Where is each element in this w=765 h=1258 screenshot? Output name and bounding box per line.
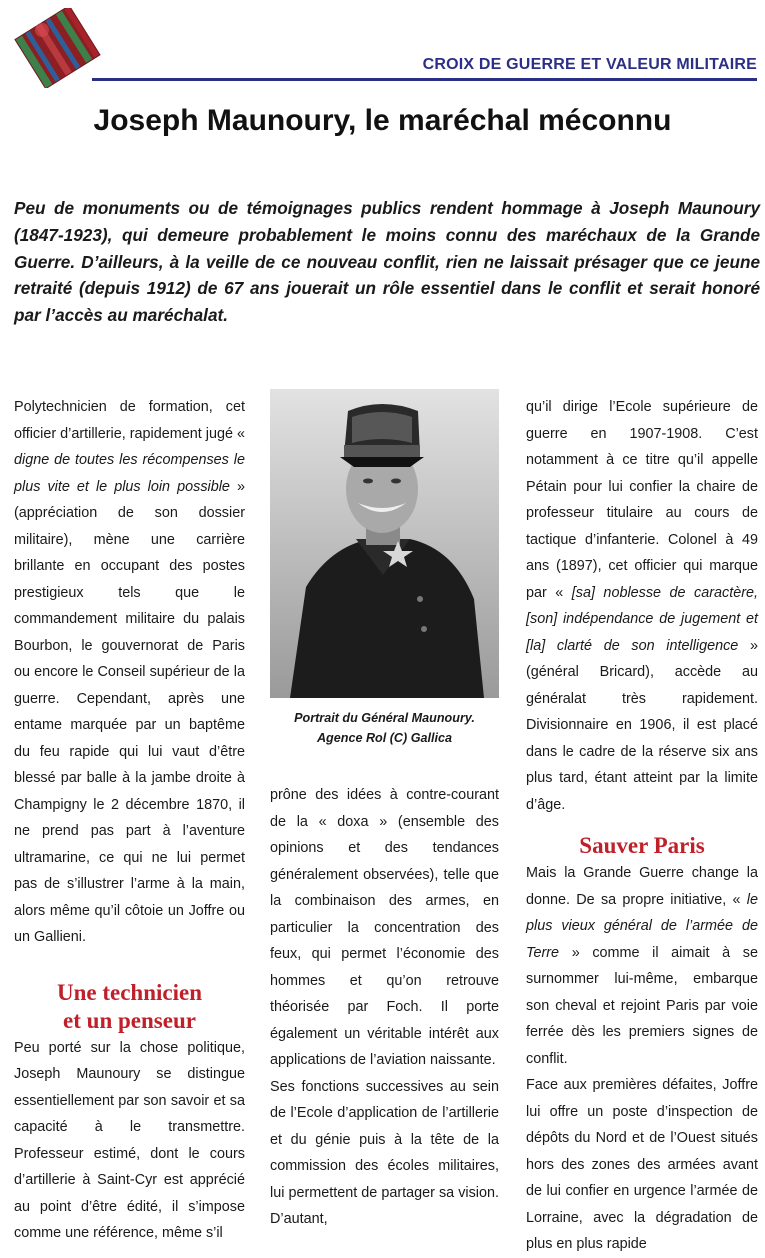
subheading-technicien: Une technicien et un penseur <box>56 979 202 1033</box>
article-title: Joseph Maunoury, le maréchal méconnu <box>93 104 672 137</box>
column-1 <box>14 394 245 1247</box>
col1-paragraph-2: Peu porté sur la chose politique, Joseph Maunoury se distingue essentiellement par son savoir et sa capacité à le transmettre. Professeur estimé, dont le cours d’artillerie à Saint-Cyr est apprécié au point d’être édité, il s’impose comme une référence, même s’il <box>14 1039 245 1241</box>
medal-ribbon-icon <box>12 8 104 88</box>
column-2 <box>270 782 499 1233</box>
col2-paragraph-2: Ses fonctions successives au sein de l’Ecole d’application de l’artillerie et du génie puis à la tête de la commission des écoles militaires, lui permettent de partager sa vision. D’autant, <box>270 1078 499 1227</box>
caption-line-2: Agence Rol (C) Gallica <box>316 731 453 745</box>
section-label: CROIX DE GUERRE ET VALEUR MILITAIRE <box>422 56 757 73</box>
column-3 <box>526 394 758 1258</box>
quote: le plus vieux général de l’armée de Terre <box>526 891 758 961</box>
subheading-sauver-paris: Sauver Paris <box>579 833 705 858</box>
caption-line-1: Portrait du Général Maunoury. <box>294 711 475 725</box>
photo-caption <box>270 708 499 748</box>
header-rule <box>92 78 757 81</box>
col3-paragraph-1: qu’il dirige l’Ecole supérieure de guerre en 1907-1908. C’est notamment à ce titre qu’il appelle Pétain pour lui confier la chaire de professeur titulaire au cours de tactique d’infanterie. Colonel à 49 ans (1897), cet officier qui marque par « [sa] noblesse de caractère, [son] indépendance de jugement et [la] clarté de son intelligence » (général Bricard), accède au généralat très rapidement. Divisionnaire en 1906, il est placé dans le cadre de la réserve six ans plus tard, étant atteint par la limite d’âge. <box>526 399 758 813</box>
quote: [sa] noblesse de caractère, [son] indépendance de jugement et [la] clarté de son intelligence <box>526 584 758 654</box>
lead-paragraph: Peu de monuments ou de témoignages publics rendent hommage à Joseph Maunoury (1847-1923), qui demeure probablement le moins connu des maréchaux de la Grande Guerre. D’ailleurs, à la veille de ce nouveau conflit, rien ne laissait présager que ce jeune retraité (depuis 1912) de 67 ans jouerait un rôle essentiel dans le conflit et serait honoré par l’accès au maréchalat. <box>14 198 760 326</box>
quote: digne de toutes les récompenses le plus vite et le plus loin possible <box>14 452 245 495</box>
portrait-photo <box>270 389 499 698</box>
col2-paragraph-1: prône des idées à contre-courant de la « doxa » (ensemble des opinions et des tendances généralement observées), telle que la combinaison des armes, en particulier la concentration des feux, qui permet l’économie des hommes et qu’on retrouve théorisée par Foch. Il porte également un véritable intérêt aux applications de l’aviation naissante. <box>270 787 499 1068</box>
col3-paragraph-2: Mais la Grande Guerre change la donne. De sa propre initiative, « le plus vieux général de l’armée de Terre » comme il aimait à se surnommer lui-même, embarque son cheval et rejoint Paris par voie ferrée dès les premiers signes de conflit. <box>526 865 758 1067</box>
col3-paragraph-3: Face aux premières défaites, Joffre lui offre un poste d’inspection de dépôts du Nord et de l’Ouest situés hors des zones des armées avant de lui confier en urgence l’armée de Lorraine, avec la dégradation de plus en plus rapide <box>526 1077 758 1252</box>
col1-paragraph-1: Polytechnicien de formation, cet officier d’artillerie, rapidement jugé « digne de toutes les récompenses le plus vite et le plus loin possible » (appréciation de son dossier militaire), mène une carrière brillante en occupant des postes prestigieux tels que le commandement militaire du palais Bourbon, le gouvernorat de Paris ou encore le Conseil supérieur de la guerre. Cependant, après une entame marquée par un baptême du feu rapide qui lui vaut d’être blessé par balle à la jambe droite à Champigny le 2 décembre 1870, il ne prend pas part à l’aventure ultramarine, ce qui ne lui permet pas de s’illustrer l’arme à la main, alors même qu’il côtoie un Joffre ou un Gallieni. <box>14 399 245 945</box>
